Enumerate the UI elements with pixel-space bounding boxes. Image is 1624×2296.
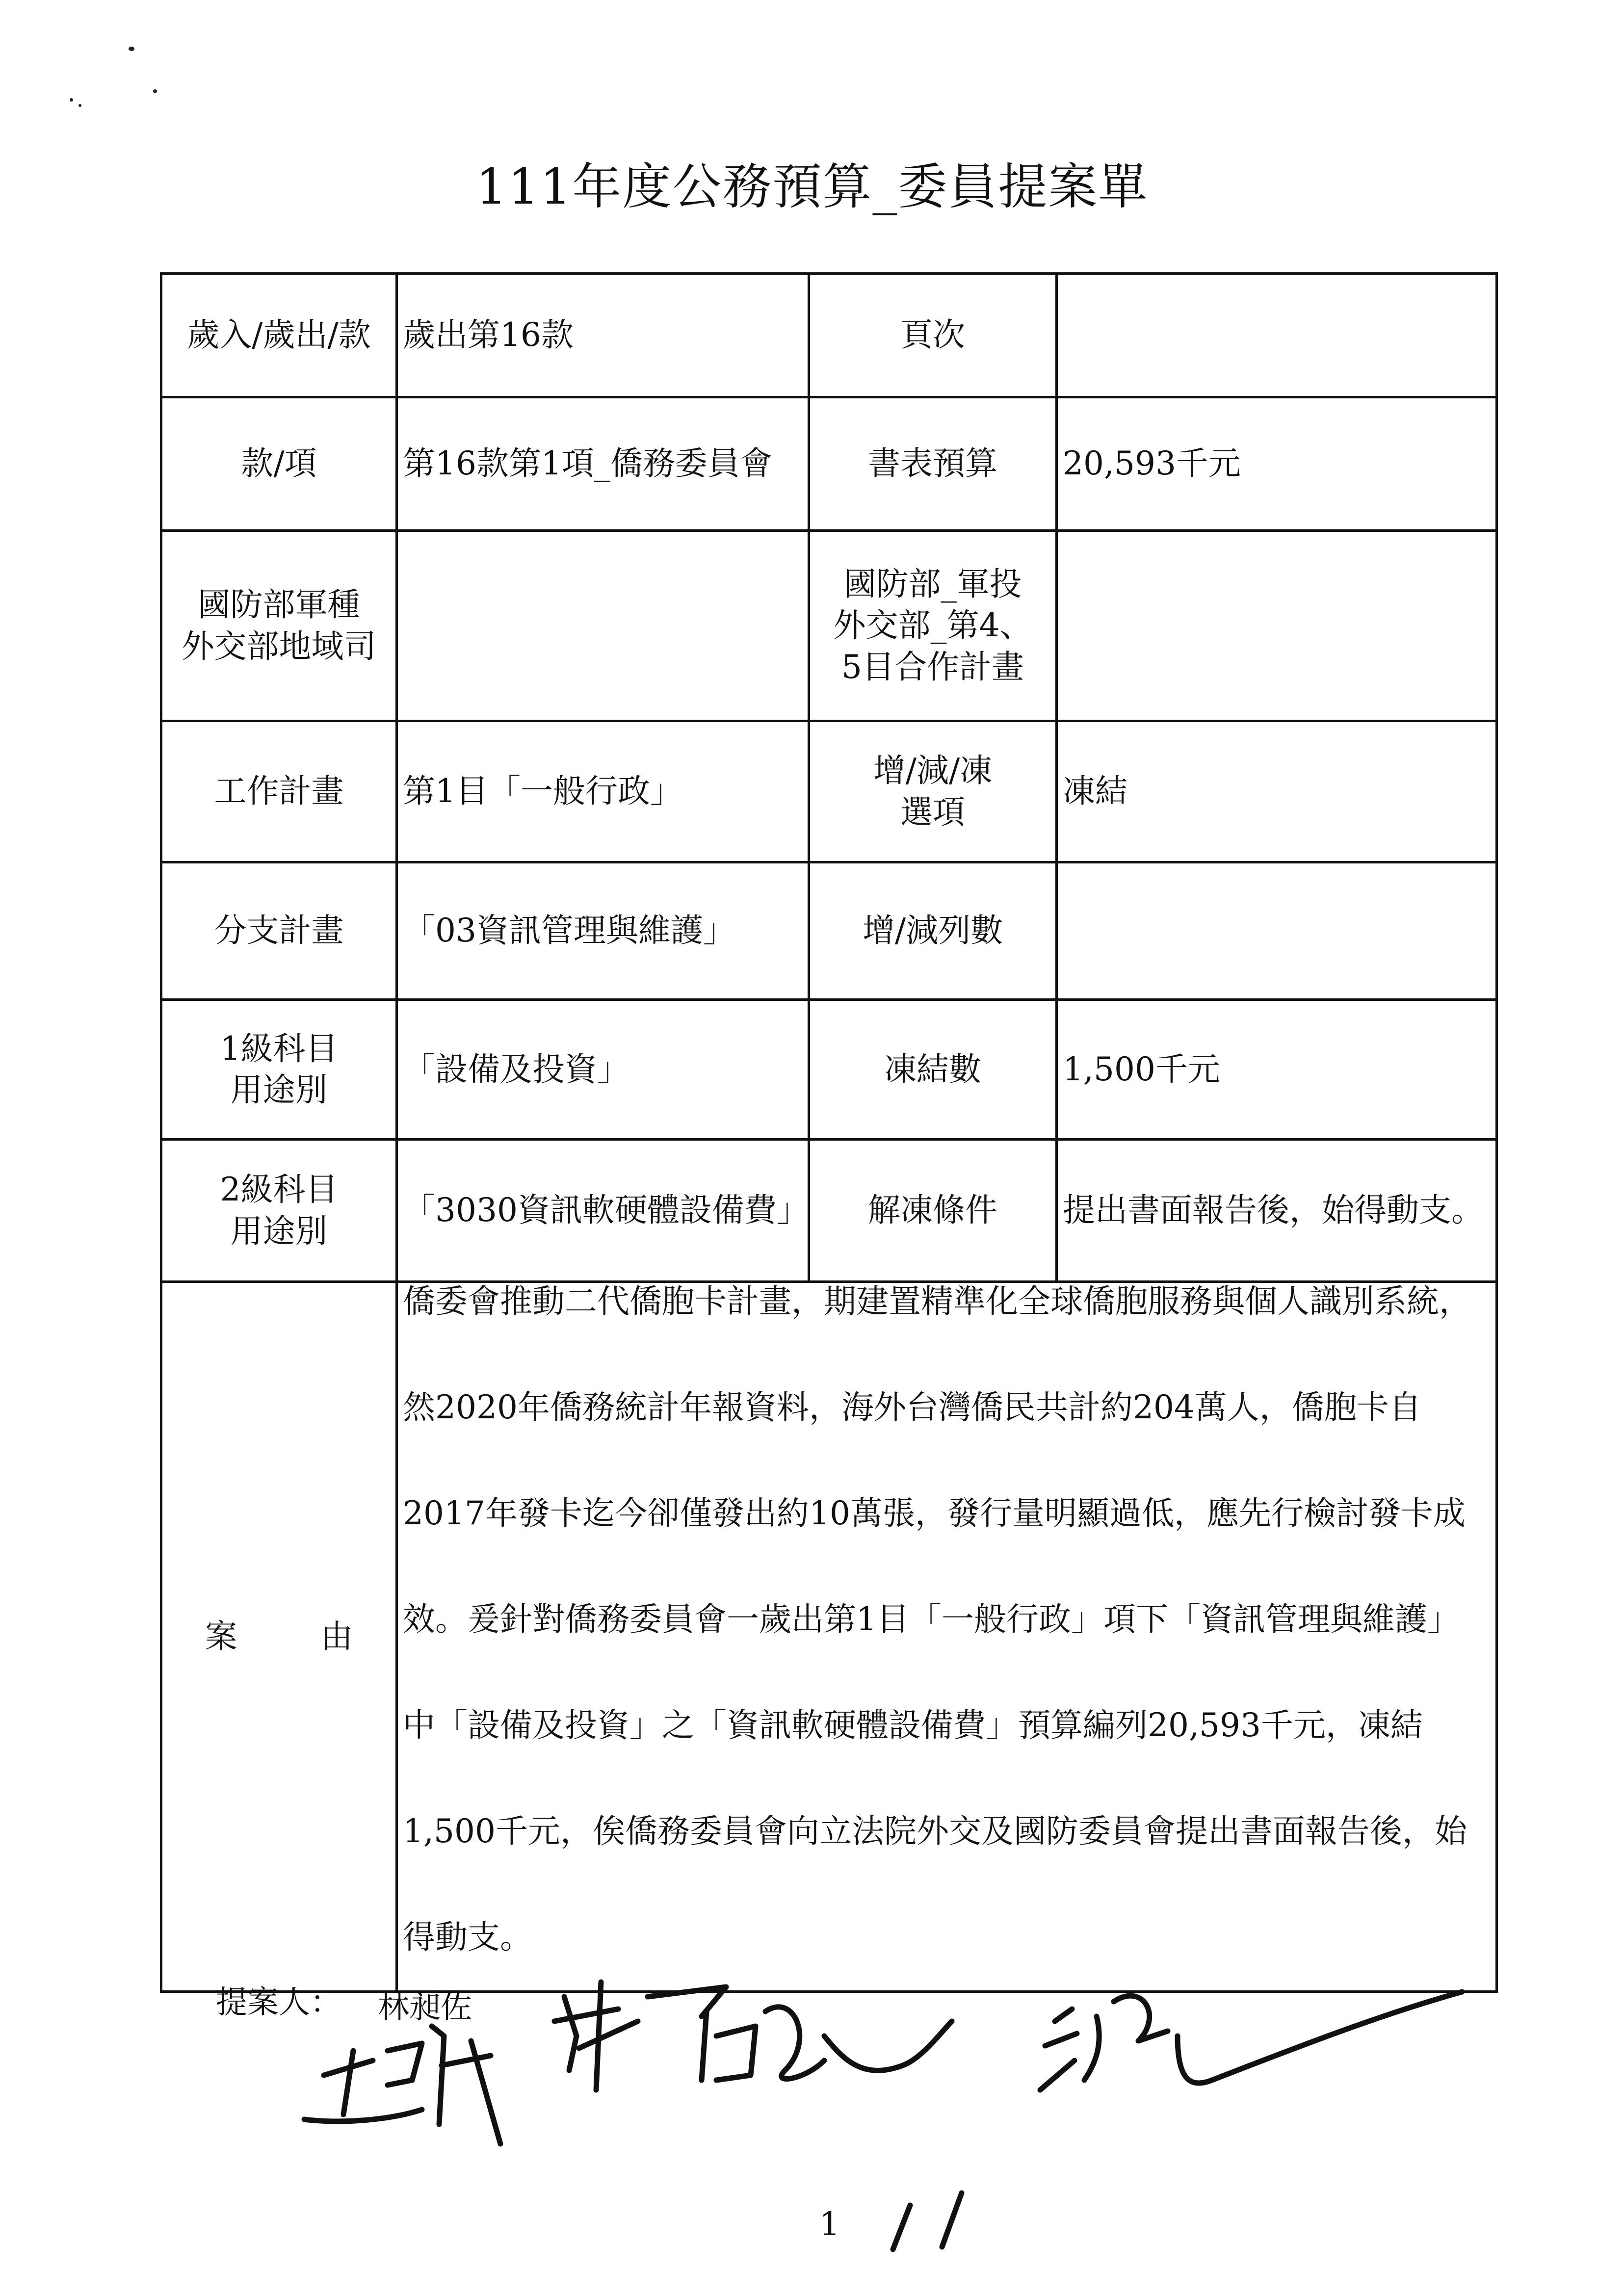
reason-label: 案 由 xyxy=(161,1282,397,1992)
field-value: 第1目「一般行政」 xyxy=(397,721,809,862)
signature-third xyxy=(304,2026,500,2144)
field-value: 歲出第16款 xyxy=(397,274,809,397)
field-label: 2級科目 用途別 xyxy=(161,1140,397,1282)
field-label: 解凍條件 xyxy=(809,1140,1057,1282)
field-label: 凍結數 xyxy=(809,1000,1057,1140)
field-label: 歲入/歲出/款 xyxy=(161,274,397,397)
field-label: 書表預算 xyxy=(809,397,1057,531)
field-label: 1級科目 用途別 xyxy=(161,1000,397,1140)
field-value: 第16款第1項_僑務委員會 xyxy=(397,397,809,531)
proposer-label: 提案人： xyxy=(216,1984,341,2021)
field-label: 國防部軍種 外交部地域司 xyxy=(161,531,397,721)
handwritten-page-mark xyxy=(893,2193,962,2249)
field-label: 頁次 xyxy=(809,274,1057,397)
signature-second xyxy=(1040,1992,1462,2090)
field-value: 「設備及投資」 xyxy=(397,1000,809,1140)
field-value: 提出書面報告後，始得動支。 xyxy=(1057,1140,1497,1282)
page-number: 1 xyxy=(819,2205,840,2243)
field-value: 「3030資訊軟硬體設備費」 xyxy=(397,1140,809,1282)
reason-text: 僑委會推動二代僑胞卡計畫，期建置精準化全球僑胞服務與個人識別系統，然2020年僑務統計年報資料，海外台灣僑民共計約204萬人，僑胞卡自2017年發卡迄今卻僅發出約10萬張，發行量明顯過低，應先行檢討發卡成效。爰針對僑務委員會一歲出第1目「一般行政」項下「資訊管理與維護」中「設備及投資」之「資訊軟硬體設備費」預算編列20,593千元，凍結1,500千元，俟僑務委員會向立法院外交及國防委員會提出書面報告後，始得動支。 xyxy=(403,1282,1471,1956)
proposer-name: 林昶佐 xyxy=(378,1989,472,2026)
field-value: 20,593千元 xyxy=(1057,397,1497,531)
field-label: 增/減/凍 選項 xyxy=(809,721,1057,862)
document-title: 111年度公務預算_委員提案單 xyxy=(475,158,1149,215)
signature-lin xyxy=(554,1982,952,2090)
field-label: 款/項 xyxy=(161,397,397,531)
field-label: 增/減列數 xyxy=(809,862,1057,1000)
field-label: 分支計畫 xyxy=(161,862,397,1000)
field-label: 國防部_軍投 外交部_第4、5目合作計畫 xyxy=(809,531,1057,721)
field-value: 凍結 xyxy=(1057,721,1497,862)
field-value: 1,500千元 xyxy=(1057,1000,1497,1140)
field-label: 工作計畫 xyxy=(161,721,397,862)
field-value: 「03資訊管理與維護」 xyxy=(397,862,809,1000)
